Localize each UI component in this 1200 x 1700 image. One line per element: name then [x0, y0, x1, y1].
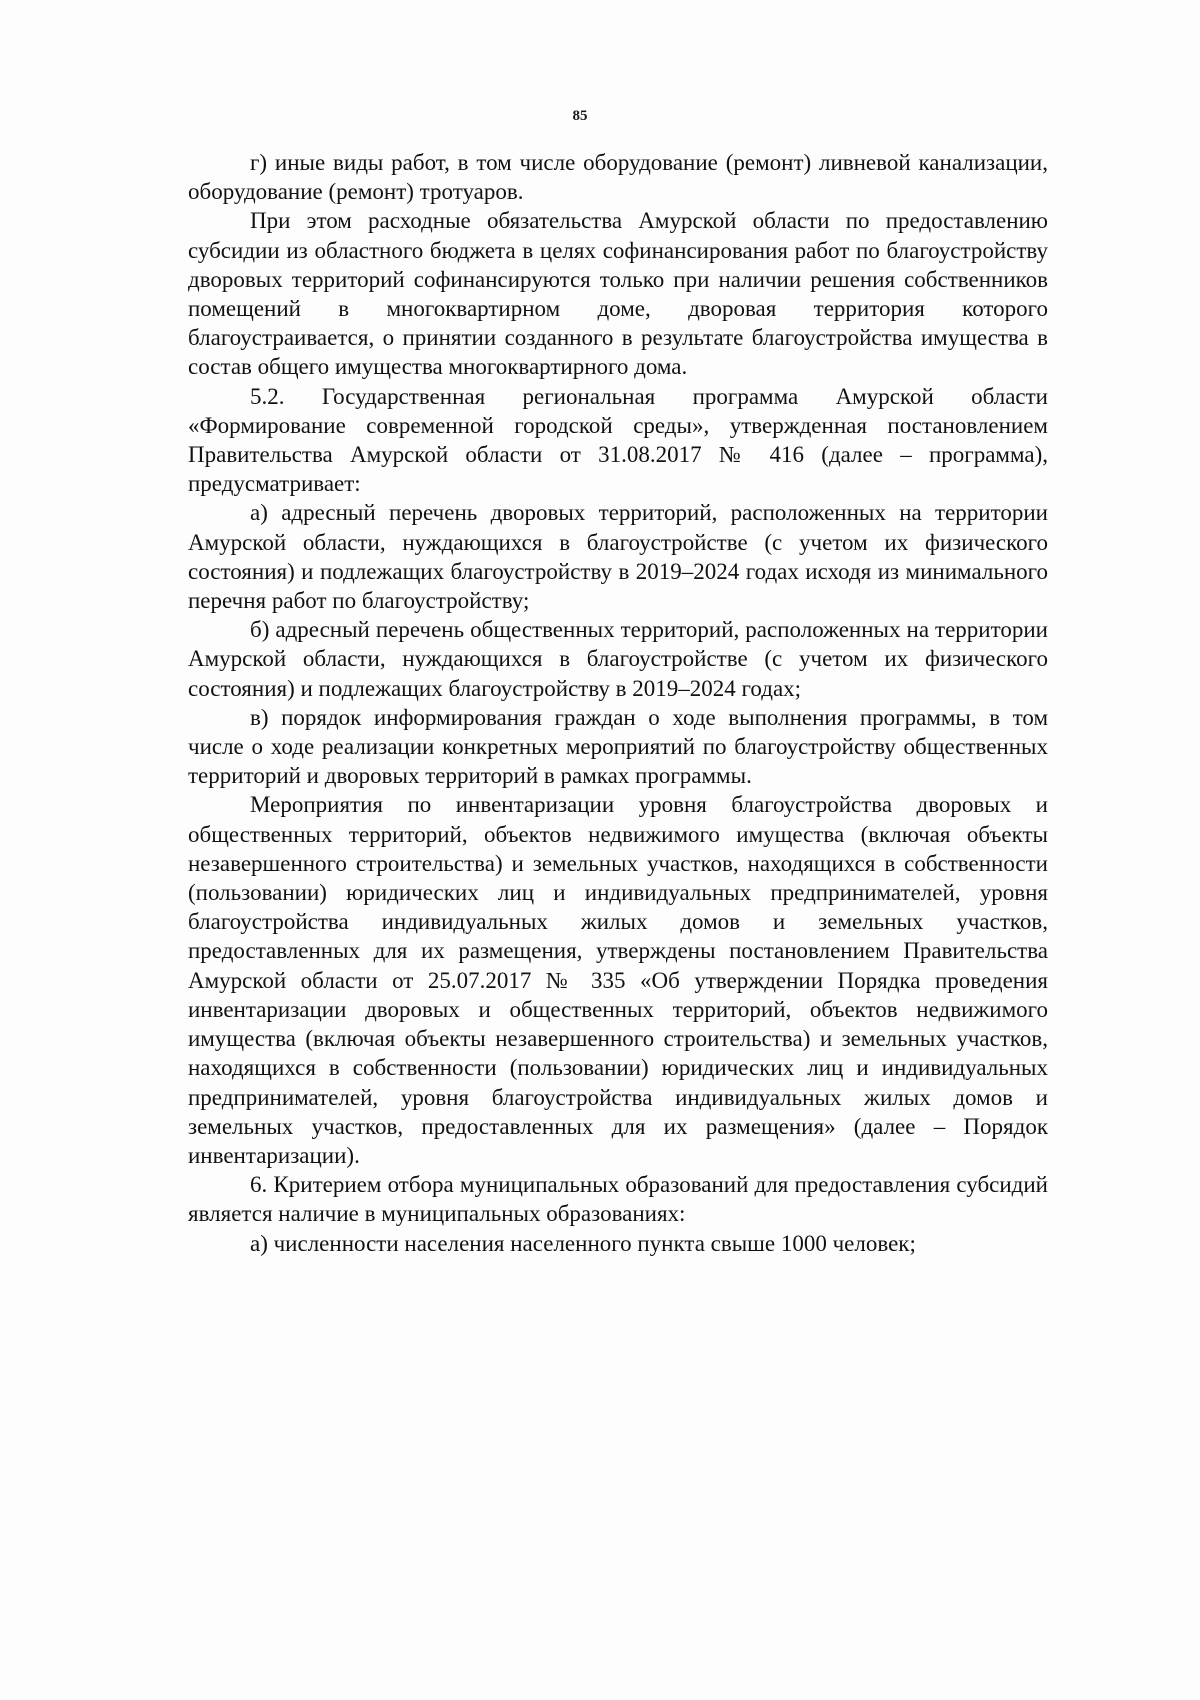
paragraph-item-g: г) иные виды работ, в том числе оборудование (ремонт) ливневой канализации, оборудование (ремонт) тротуаров.	[188, 150, 1048, 205]
page-number: 85	[572, 108, 588, 124]
paragraph-section-5-2: 5.2. Государственная региональная программа Амурской области «Формирование современной городской среды», утвержденная постановлением Правительства Амурской области от 31.08.2017 № 416 (далее – программа), предусматривает:	[188, 383, 1048, 497]
paragraph-item-a-yard-territories: а) адресный перечень дворовых территорий, расположенных на территории Амурской области, нуждающихся в благоустройстве (с учетом их физического состояния) и подлежащих благоустройству в 2019–2024 годах исходя из минимального перечня работ по благоустройству;	[188, 500, 1048, 614]
document-text	[188, 148, 1048, 1258]
paragraph-item-v-informing: в) порядок информирования граждан о ходе выполнения программы, в том числе о ходе реализации конкретных мероприятий по благоустройству общественных территорий и дворовых территорий в рамках программы.	[188, 704, 1048, 789]
paragraph-expenditure-obligations: При этом расходные обязательства Амурской области по предоставлению субсидии из областного бюджета в целях софинансирования работ по благоустройству дворовых территорий софинансируются только при наличии решения собственников помещений в многоквартирном доме, дворовая территория которого благоустраивается, о принятии созданного в результате благоустройства имущества в состав общего имущества многоквартирного дома.	[188, 208, 1048, 380]
paragraph-item-a-population: а) численности населения населенного пункта свыше 1000 человек;	[250, 1230, 916, 1256]
paragraph-section-6-criterion: 6. Критерием отбора муниципальных образований для предоставления субсидий является наличие в муниципальных образованиях:	[188, 1172, 1048, 1227]
paragraph-item-b-public-territories: б) адресный перечень общественных территорий, расположенных на территории Амурской области, нуждающихся в благоустройстве (с учетом их физического состояния) и подлежащих благоустройству в 2019–2024 годах;	[188, 617, 1048, 701]
paragraph-inventory-measures: Мероприятия по инвентаризации уровня благоустройства дворовых и общественных территорий, объектов недвижимого имущества (включая объекты незавершенного строительства) и земельных участков, находящихся в собственности (пользовании) юридических лиц и индивидуальных предпринимателей, уровня благоустройства индивидуальных жилых домов и земельных участков, предоставленных для их размещения, утверждены постановлением Правительства Амурской области от 25.07.2017 № 335 «Об утверждении Порядка проведения инвентаризации дворовых и общественных территорий, объектов недвижимого имущества (включая объекты незавершенного строительства) и земельных участков, находящихся в собственности (пользовании) юридических лиц и индивидуальных предпринимателей, уровня благоустройства индивидуальных жилых домов и земельных участков, предоставленных для их размещения» (далее – Порядок инвентаризации).	[188, 792, 1048, 1168]
